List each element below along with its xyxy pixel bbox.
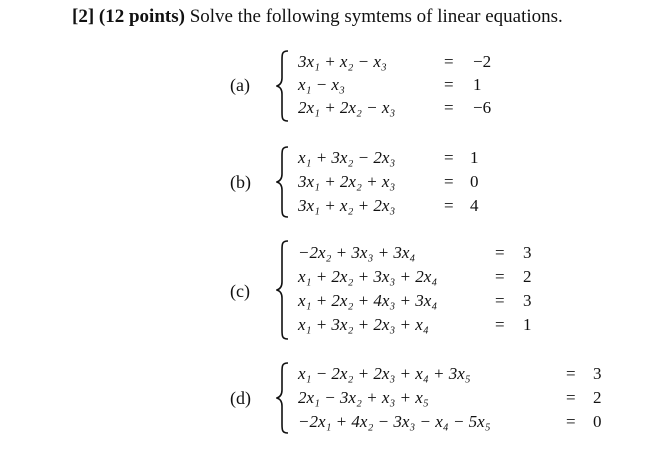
equation-sign: = [444,75,454,94]
equation-sign: = [495,267,505,286]
left-brace-icon [276,50,290,122]
equation-sign: = [495,243,505,262]
equation-lhs: x₁ + 3x₂ − 2x₃ [298,148,396,167]
equation-sign: = [495,291,505,310]
equation-lhs: x₁ − x₃ [298,75,345,94]
equation-rhs: 1 [523,315,532,334]
equation-lhs: x₁ + 2x₂ + 3x₃ + 2x₄ [298,267,438,286]
problem-header [72,6,563,28]
equation-rhs: 3 [523,291,532,310]
equation-rhs: 4 [470,196,479,215]
system-label: (c) [230,281,250,301]
equation-rhs: 2 [523,267,532,286]
problem-number: [2] [72,6,95,27]
left-brace-icon [276,362,290,434]
equation-sign: = [444,172,454,191]
equation-sign: = [444,148,454,167]
system-label: (a) [230,75,250,95]
system-label: (d) [230,388,251,408]
equation-lhs: 2x₁ − 3x₂ + x₃ + x₅ [298,388,429,407]
equation-lhs: 3x₁ + x₂ + 2x₃ [298,196,396,215]
equation-lhs: x₁ − 2x₂ + 2x₃ + x₄ + 3x₅ [298,364,471,383]
equation-sign: = [444,196,454,215]
equation-lhs: x₁ + 3x₂ + 2x₃ + x₄ [298,315,429,334]
equation-rhs: −6 [473,98,492,117]
equation-sign: = [495,315,505,334]
equation-lhs: 2x₁ + 2x₂ − x₃ [298,98,396,117]
equation-lhs: 3x₁ + x₂ − x₃ [298,52,387,71]
equation-sign: = [566,364,576,383]
left-brace-icon [276,240,290,340]
equation-sign: = [566,412,576,431]
equation-lhs: −2x₂ + 3x₃ + 3x₄ [298,243,416,262]
system-label: (b) [230,172,251,192]
equation-lhs: x₁ + 2x₂ + 4x₃ + 3x₄ [298,291,438,310]
equation-rhs: 0 [593,412,602,431]
equation-sign: = [566,388,576,407]
problem-points: (12 points) [98,6,185,27]
equation-sign: = [444,98,454,117]
equation-rhs: 0 [470,172,479,191]
equation-rhs: 3 [593,364,602,383]
equation-lhs: 3x₁ + 2x₂ + x₃ [298,172,396,191]
left-brace-icon [276,146,290,218]
equation-rhs: 1 [470,148,479,167]
equation-lhs: −2x₁ + 4x₂ − 3x₃ − x₄ − 5x₅ [298,412,491,431]
equation-sign: = [444,52,454,71]
equation-rhs: −2 [473,52,492,71]
equation-rhs: 1 [473,75,482,94]
equation-rhs: 2 [593,388,602,407]
equation-rhs: 3 [523,243,532,262]
problem-instruction: Solve the following symtems of linear equations. [189,6,563,27]
